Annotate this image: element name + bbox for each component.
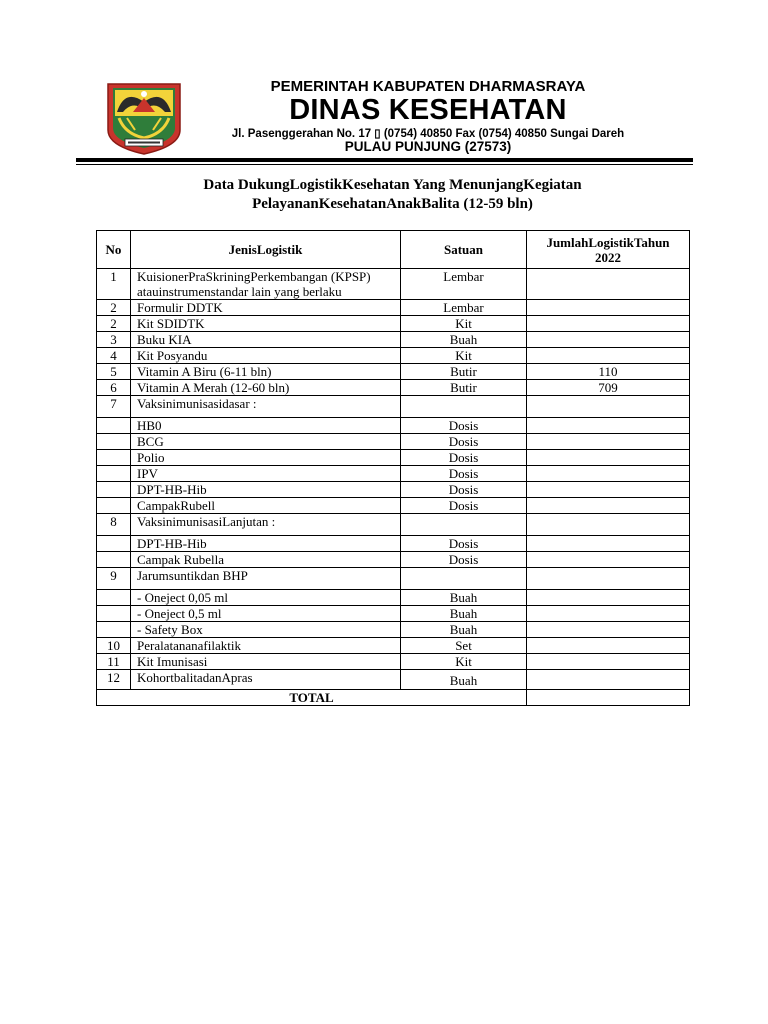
cell-jumlah	[527, 536, 690, 552]
cell-satuan	[401, 514, 527, 536]
table-row	[97, 568, 690, 590]
cell-jumlah	[527, 300, 690, 316]
cell-no: 3	[97, 332, 131, 348]
cell-no	[97, 552, 131, 568]
cell-no: 12	[97, 670, 131, 690]
cell-jenis-logistik: BCG	[131, 434, 401, 450]
cell-jumlah	[527, 606, 690, 622]
cell-jenis-logistik: CampakRubell	[131, 498, 401, 514]
cell-satuan: Butir	[401, 380, 527, 396]
header-satuan: Satuan	[401, 231, 527, 269]
cell-jenis-logistik: KohortbalitadanApras	[131, 670, 401, 690]
cell-jumlah	[527, 466, 690, 482]
cell-satuan	[401, 568, 527, 590]
table-row	[97, 514, 690, 536]
cell-no: 2	[97, 316, 131, 332]
cell-satuan: Buah	[401, 590, 527, 606]
cell-jumlah	[527, 418, 690, 434]
cell-jumlah	[527, 514, 690, 536]
cell-no	[97, 606, 131, 622]
table-row	[97, 552, 690, 568]
cell-jumlah	[527, 434, 690, 450]
cell-jumlah	[527, 498, 690, 514]
cell-jumlah	[527, 638, 690, 654]
agency-address: Jl. Pasenggerahan No. 17 ▯ (0754) 40850 Fax (0754) 40850 Sungai Dareh	[231, 128, 625, 140]
cell-satuan	[401, 396, 527, 418]
cell-no	[97, 434, 131, 450]
cell-satuan: Kit	[401, 348, 527, 364]
table-row	[97, 450, 690, 466]
cell-no	[97, 498, 131, 514]
dharmasraya-emblem-logo	[105, 82, 183, 156]
cell-jenis-logistik: Campak Rubella	[131, 552, 401, 568]
agency-city: PULAU PUNJUNG (27573)	[344, 139, 512, 154]
cell-no	[97, 590, 131, 606]
cell-jenis-logistik: IPV	[131, 466, 401, 482]
cell-no	[97, 482, 131, 498]
cell-jumlah	[527, 670, 690, 690]
cell-jenis-logistik: DPT-HB-Hib	[131, 536, 401, 552]
cell-jenis-logistik: VaksinimunisasiLanjutan :	[131, 514, 401, 536]
cell-no	[97, 622, 131, 638]
header-no: No	[97, 231, 131, 269]
cell-jumlah	[527, 482, 690, 498]
cell-jenis-logistik: - Safety Box	[131, 622, 401, 638]
cell-jumlah	[527, 348, 690, 364]
cell-no: 9	[97, 568, 131, 590]
cell-jumlah: 110	[527, 364, 690, 380]
cell-jumlah	[527, 269, 690, 300]
cell-satuan: Dosis	[401, 498, 527, 514]
cell-no: 2	[97, 300, 131, 316]
header-jenis-logistik: JenisLogistik	[131, 231, 401, 269]
table-row	[97, 536, 690, 552]
cell-no: 7	[97, 396, 131, 418]
table-row	[97, 434, 690, 450]
table-row	[97, 380, 690, 396]
cell-satuan: Buah	[401, 332, 527, 348]
table-row	[97, 348, 690, 364]
government-name: PEMERINTAH KABUPATEN DHARMASRAYA	[270, 78, 586, 95]
cell-jenis-logistik: Kit SDIDTK	[131, 316, 401, 332]
cell-jenis-logistik: - Oneject 0,05 ml	[131, 590, 401, 606]
cell-jenis-logistik: Jarumsuntikdan BHP	[131, 568, 401, 590]
cell-jenis-logistik: Polio	[131, 450, 401, 466]
table-row	[97, 364, 690, 380]
table-row	[97, 466, 690, 482]
header-jumlah: JumlahLogistikTahun 2022	[527, 231, 690, 269]
table-row	[97, 606, 690, 622]
table-header-row	[97, 231, 690, 269]
cell-jumlah	[527, 332, 690, 348]
cell-jenis-logistik: Vitamin A Biru (6-11 bln)	[131, 364, 401, 380]
table-row	[97, 654, 690, 670]
cell-jumlah	[527, 654, 690, 670]
cell-satuan: Kit	[401, 316, 527, 332]
agency-name: DINAS KESEHATAN	[289, 94, 567, 126]
cell-no: 4	[97, 348, 131, 364]
table-row	[97, 482, 690, 498]
cell-no: 1	[97, 269, 131, 300]
cell-jumlah	[527, 396, 690, 418]
cell-no	[97, 450, 131, 466]
document-title	[96, 176, 689, 214]
table-row	[97, 396, 690, 418]
cell-satuan: Dosis	[401, 552, 527, 568]
title-line-2: PelayananKesehatanAnakBalita (12-59 bln)	[252, 196, 533, 212]
cell-no	[97, 466, 131, 482]
cell-no: 5	[97, 364, 131, 380]
cell-satuan: Dosis	[401, 482, 527, 498]
cell-no: 6	[97, 380, 131, 396]
cell-no	[97, 536, 131, 552]
cell-satuan: Set	[401, 638, 527, 654]
cell-jenis-logistik: Vitamin A Merah (12-60 bln)	[131, 380, 401, 396]
total-row	[97, 690, 690, 706]
letterhead-thick-rule	[76, 158, 693, 162]
table-row	[97, 316, 690, 332]
cell-jenis-logistik: Vaksinimunisasidasar :	[131, 396, 401, 418]
total-label: TOTAL	[97, 690, 527, 706]
table-row	[97, 269, 690, 300]
cell-satuan: Dosis	[401, 450, 527, 466]
cell-jenis-logistik: Kit Imunisasi	[131, 654, 401, 670]
table-row	[97, 300, 690, 316]
cell-jumlah	[527, 316, 690, 332]
table-row	[97, 418, 690, 434]
cell-no: 10	[97, 638, 131, 654]
cell-satuan: Kit	[401, 654, 527, 670]
cell-jenis-logistik: Peralatananafilaktik	[131, 638, 401, 654]
cell-jumlah	[527, 590, 690, 606]
title-line-1: Data DukungLogistikKesehatan Yang MenunjangKegiatan	[203, 177, 582, 193]
cell-jenis-logistik: Formulir DDTK	[131, 300, 401, 316]
total-value	[527, 690, 690, 706]
cell-satuan: Lembar	[401, 269, 527, 300]
cell-no: 8	[97, 514, 131, 536]
table-row	[97, 498, 690, 514]
table-row	[97, 670, 690, 690]
cell-jumlah	[527, 568, 690, 590]
cell-no: 11	[97, 654, 131, 670]
cell-satuan: Buah	[401, 622, 527, 638]
cell-jenis-logistik: HB0	[131, 418, 401, 434]
cell-jenis-logistik: - Oneject 0,5 ml	[131, 606, 401, 622]
cell-jumlah	[527, 622, 690, 638]
cell-jenis-logistik: DPT-HB-Hib	[131, 482, 401, 498]
table-row	[97, 638, 690, 654]
cell-satuan: Dosis	[401, 466, 527, 482]
cell-jumlah	[527, 450, 690, 466]
cell-satuan: Dosis	[401, 434, 527, 450]
cell-no	[97, 418, 131, 434]
cell-satuan: Butir	[401, 364, 527, 380]
cell-jenis-logistik: Buku KIA	[131, 332, 401, 348]
table-row	[97, 332, 690, 348]
cell-satuan: Dosis	[401, 418, 527, 434]
cell-satuan: Buah	[401, 670, 527, 690]
table-row	[97, 590, 690, 606]
cell-jumlah: 709	[527, 380, 690, 396]
cell-satuan: Buah	[401, 606, 527, 622]
logistics-table	[96, 230, 690, 706]
cell-satuan: Dosis	[401, 536, 527, 552]
cell-jenis-logistik: KuisionerPraSkriningPerkembangan (KPSP) atauinstrumenstandar lain yang berlaku	[131, 269, 401, 300]
cell-satuan: Lembar	[401, 300, 527, 316]
letterhead-thin-rule	[76, 164, 693, 165]
cell-jenis-logistik: Kit Posyandu	[131, 348, 401, 364]
cell-jumlah	[527, 552, 690, 568]
table-row	[97, 622, 690, 638]
